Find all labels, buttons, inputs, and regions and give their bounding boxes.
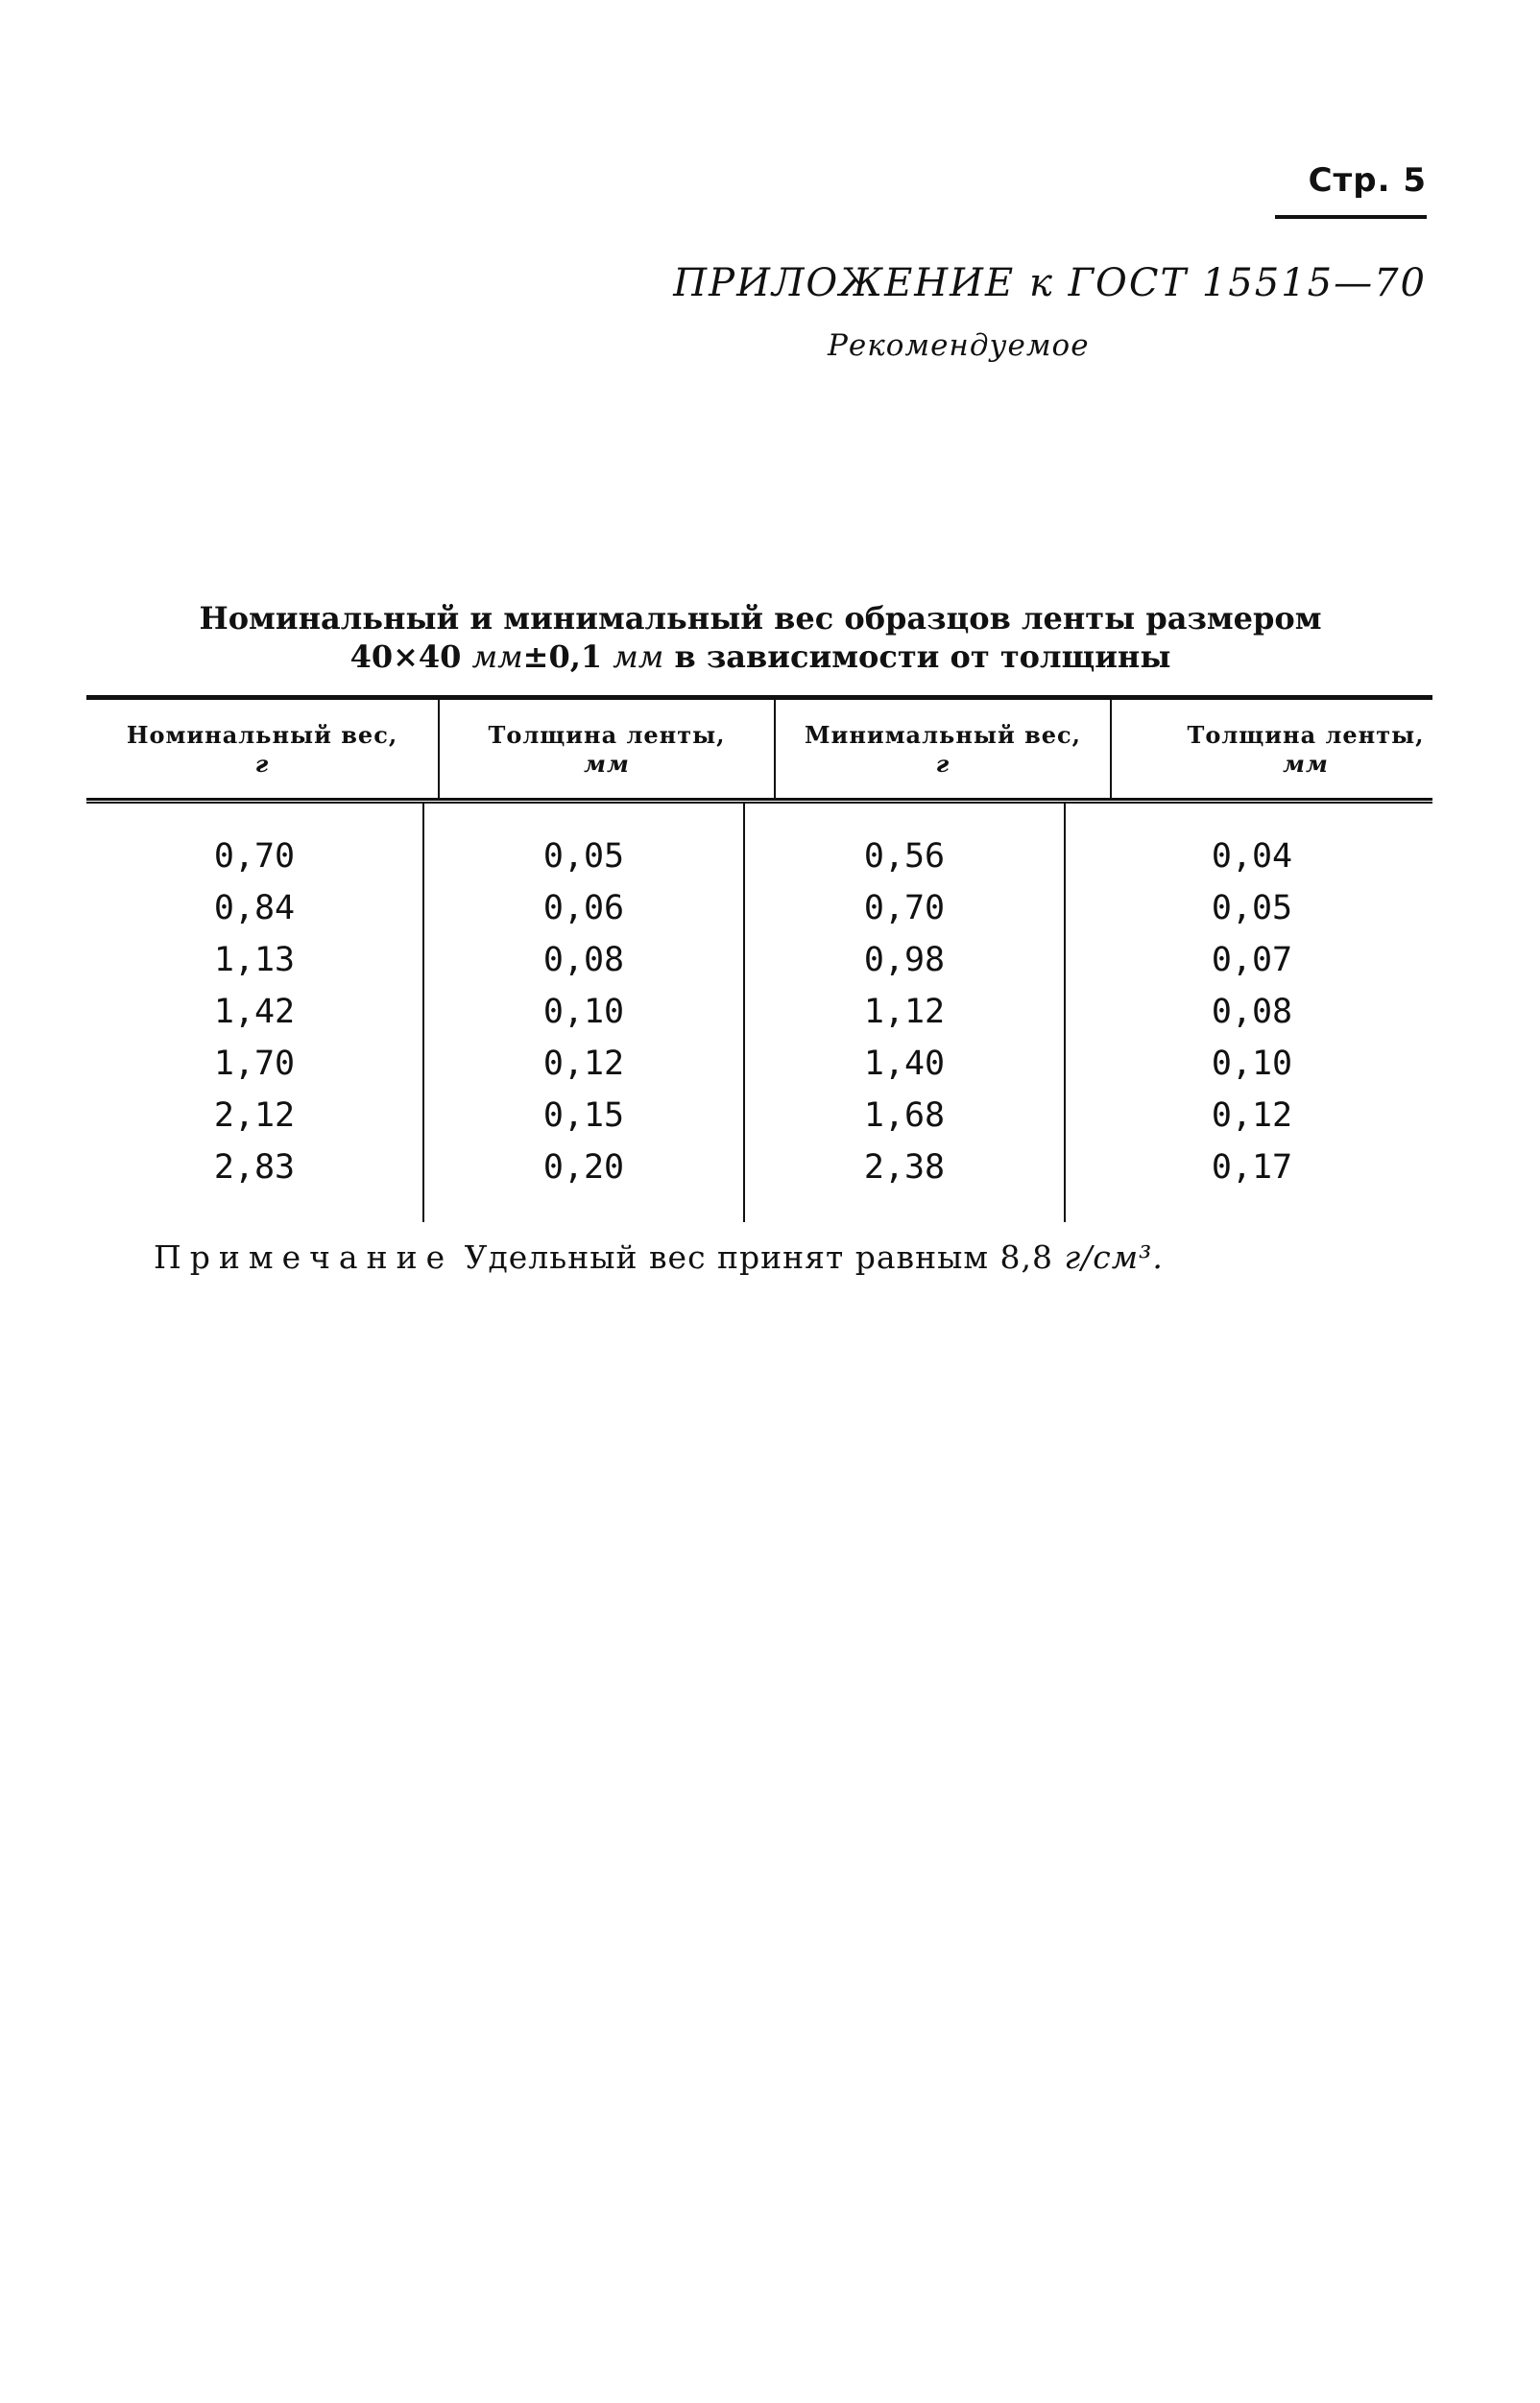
cell-minimum-weight: 2,38: [744, 1141, 1065, 1222]
header-row: [86, 700, 1500, 798]
cell-minimum-weight: 1,68: [744, 1090, 1065, 1141]
table-row: [86, 882, 1438, 934]
table-caption-line2: [88, 637, 1432, 676]
table-row: [86, 1141, 1438, 1222]
table-row: [86, 1090, 1438, 1141]
cell-nominal-weight: 0,84: [86, 882, 423, 934]
table-row: [86, 1038, 1438, 1090]
cell-minimum-weight: 0,98: [744, 934, 1065, 986]
table-caption: [88, 599, 1432, 676]
table-row: [86, 804, 1438, 882]
column-header-thickness-1: Толщина ленты, мм: [439, 700, 775, 798]
table-note: [154, 1238, 1164, 1276]
cell-minimum-weight: 0,70: [744, 882, 1065, 934]
cell-nominal-weight: 2,12: [86, 1090, 423, 1141]
cell-nominal-weight: 0,70: [86, 804, 423, 882]
cell-thickness-2: 0,12: [1211, 1096, 1293, 1135]
data-table: [86, 804, 1438, 1222]
cell-thickness-2: 0,07: [1211, 941, 1293, 979]
cell-thickness-2: 0,05: [1211, 889, 1293, 927]
cell-thickness-2: 0,04: [1211, 837, 1293, 876]
cell-nominal-weight: 2,83: [86, 1141, 423, 1222]
cell-thickness-2: 0,08: [1211, 993, 1293, 1031]
cell-thickness-2: 0,17: [1211, 1148, 1293, 1187]
caption-dimensions: 40×40: [349, 638, 462, 675]
weight-table: [86, 695, 1432, 1222]
cell-thickness-1: 0,08: [423, 934, 744, 986]
page-number: Стр. 5: [1308, 161, 1427, 200]
cell-nominal-weight: 1,42: [86, 986, 423, 1038]
cell-thickness-1: 0,15: [423, 1090, 744, 1141]
caption-unit-2: мм: [613, 638, 664, 675]
cell-nominal-weight: 1,70: [86, 1038, 423, 1090]
page-number-rule: [1275, 215, 1427, 219]
column-header-minimum-weight: Минимальный вес, г: [775, 700, 1111, 798]
cell-thickness-1: 0,12: [423, 1038, 744, 1090]
caption-tolerance: ±0,1: [522, 638, 603, 675]
cell-thickness-1: 0,20: [423, 1141, 744, 1222]
appendix-status: Рекомендуемое: [828, 328, 1090, 363]
table-caption-line1: Номинальный и минимальный вес образцов ленты размером: [199, 600, 1322, 637]
cell-thickness-1: 0,10: [423, 986, 744, 1038]
header-table: [86, 700, 1500, 798]
caption-unit-1: мм: [471, 638, 523, 675]
appendix-title: ПРИЛОЖЕНИЕ к ГОСТ 15515—70: [673, 261, 1427, 305]
column-header-nominal-weight: Номинальный вес, г: [86, 700, 439, 798]
note-unit: г/см³.: [1064, 1238, 1164, 1276]
column-header-thickness-2: Толщина ленты, мм: [1187, 721, 1425, 778]
cell-nominal-weight: 1,13: [86, 934, 423, 986]
table-row: [86, 934, 1438, 986]
note-label: Примечание: [154, 1238, 454, 1276]
cell-thickness-1: 0,06: [423, 882, 744, 934]
table-row: [86, 986, 1438, 1038]
cell-minimum-weight: 1,12: [744, 986, 1065, 1038]
caption-suffix: в зависимости от толщины: [674, 638, 1171, 675]
cell-minimum-weight: 0,56: [744, 804, 1065, 882]
cell-thickness-2: 0,10: [1211, 1045, 1293, 1083]
cell-minimum-weight: 1,40: [744, 1038, 1065, 1090]
note-text: Удельный вес принят равным 8,8: [464, 1238, 1054, 1276]
cell-thickness-1: 0,05: [423, 804, 744, 882]
